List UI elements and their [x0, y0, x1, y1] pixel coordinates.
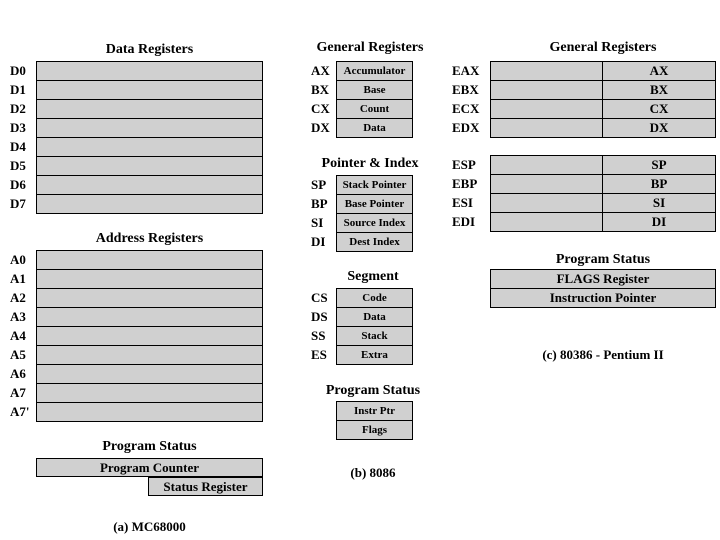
- i8086-status-register: Instr Ptr: [336, 401, 413, 421]
- i8086-general-register: Count: [336, 99, 413, 119]
- mc68000-caption: (a) MC68000: [113, 519, 186, 534]
- i8086-status-register: Flags: [336, 420, 413, 440]
- i80386-general-lower-half: CX: [602, 99, 716, 119]
- i8086-program-status-title: Program Status: [325, 383, 421, 398]
- mc68000-address-label: A4: [10, 328, 26, 343]
- mc68000-data-label: D7: [10, 196, 26, 211]
- i8086-pointer-label: BP: [311, 196, 328, 211]
- i80386-general-upper-half: [490, 80, 603, 100]
- mc68000-address-label: A1: [10, 271, 26, 286]
- mc68000-address-label: A2: [10, 290, 26, 305]
- i80386-pointer-label: EBP: [452, 176, 478, 191]
- mc68000-address-register: [36, 383, 263, 403]
- i8086-general-label: BX: [311, 82, 330, 97]
- mc68000-data-register: [36, 156, 263, 176]
- i8086-general-register: Base: [336, 80, 413, 100]
- mc68000-address-register: [36, 250, 263, 270]
- mc68000-address-register: [36, 326, 263, 346]
- mc68000-address-label: A7': [10, 404, 30, 419]
- mc68000-data-label: D3: [10, 120, 26, 135]
- i80386-general-label: EDX: [452, 120, 480, 135]
- mc68000-data-registers-title: Data Registers: [105, 42, 194, 57]
- mc68000-status-register: Status Register: [148, 477, 263, 496]
- i80386-general-upper-half: [490, 118, 603, 138]
- i80386-pointer-label: EDI: [452, 214, 476, 229]
- i80386-general-label: EAX: [452, 63, 480, 78]
- i80386-status-register: FLAGS Register: [490, 269, 716, 289]
- mc68000-data-register: [36, 175, 263, 195]
- mc68000-address-label: A5: [10, 347, 26, 362]
- mc68000-address-label: A6: [10, 366, 26, 381]
- i8086-general-label: AX: [311, 63, 330, 78]
- i8086-pointer-label: SP: [311, 177, 327, 192]
- i8086-segment-title: Segment: [347, 269, 399, 284]
- i8086-pointer-register: Base Pointer: [336, 194, 413, 214]
- i8086-segment-register: Code: [336, 288, 413, 308]
- mc68000-data-register: [36, 80, 263, 100]
- i8086-segment-label: CS: [311, 290, 328, 305]
- mc68000-address-register: [36, 345, 263, 365]
- i80386-pointer-label: ESP: [452, 157, 476, 172]
- i80386-general-label: EBX: [452, 82, 479, 97]
- i80386-pointer-lower-half: SI: [602, 193, 716, 213]
- mc68000-data-label: D1: [10, 82, 26, 97]
- i8086-pointer-register: Source Index: [336, 213, 413, 233]
- i8086-caption: (b) 8086: [350, 465, 396, 480]
- i8086-general-label: DX: [311, 120, 330, 135]
- mc68000-data-register: [36, 99, 263, 119]
- mc68000-address-label: A0: [10, 252, 26, 267]
- i8086-general-register: Data: [336, 118, 413, 138]
- i80386-general-upper-half: [490, 61, 603, 81]
- i80386-caption: (c) 80386 - Pentium II: [542, 347, 664, 362]
- mc68000-data-label: D4: [10, 139, 26, 154]
- mc68000-address-register: [36, 402, 263, 422]
- i80386-general-lower-half: DX: [602, 118, 716, 138]
- mc68000-data-register: [36, 194, 263, 214]
- i80386-pointer-lower-half: BP: [602, 174, 716, 194]
- mc68000-program-counter-register: Program Counter: [36, 458, 263, 477]
- mc68000-data-register: [36, 118, 263, 138]
- i80386-pointer-upper-half: [490, 155, 603, 175]
- i80386-pointer-upper-half: [490, 212, 603, 232]
- i8086-pointer-index-title: Pointer & Index: [321, 156, 419, 171]
- mc68000-data-label: D2: [10, 101, 26, 116]
- i8086-segment-label: ES: [311, 347, 327, 362]
- i8086-general-register: Accumulator: [336, 61, 413, 81]
- mc68000-address-label: A7: [10, 385, 26, 400]
- mc68000-data-register: [36, 61, 263, 81]
- i80386-pointer-lower-half: DI: [602, 212, 716, 232]
- i80386-status-register: Instruction Pointer: [490, 288, 716, 308]
- i80386-pointer-upper-half: [490, 174, 603, 194]
- mc68000-address-registers-title: Address Registers: [95, 231, 204, 246]
- mc68000-address-register: [36, 269, 263, 289]
- mc68000-data-label: D5: [10, 158, 26, 173]
- i80386-general-registers-title: General Registers: [549, 40, 657, 55]
- i80386-program-status-title: Program Status: [555, 252, 651, 267]
- i8086-general-label: CX: [311, 101, 330, 116]
- i80386-general-upper-half: [490, 99, 603, 119]
- i8086-general-registers-title: General Registers: [316, 40, 424, 55]
- i80386-pointer-label: ESI: [452, 195, 473, 210]
- i80386-general-lower-half: AX: [602, 61, 716, 81]
- i8086-segment-label: DS: [311, 309, 328, 324]
- i8086-segment-register: Data: [336, 307, 413, 327]
- mc68000-address-register: [36, 307, 263, 327]
- i80386-general-lower-half: BX: [602, 80, 716, 100]
- i8086-pointer-register: Stack Pointer: [336, 175, 413, 195]
- i8086-pointer-register: Dest Index: [336, 232, 413, 252]
- i8086-segment-register: Stack: [336, 326, 413, 346]
- mc68000-address-label: A3: [10, 309, 26, 324]
- mc68000-data-register: [36, 137, 263, 157]
- mc68000-data-label: D6: [10, 177, 26, 192]
- i8086-segment-label: SS: [311, 328, 326, 343]
- mc68000-data-label: D0: [10, 63, 26, 78]
- mc68000-address-register: [36, 288, 263, 308]
- i80386-general-label: ECX: [452, 101, 480, 116]
- mc68000-program-status-title: Program Status: [102, 439, 197, 454]
- mc68000-address-register: [36, 364, 263, 384]
- i8086-pointer-label: DI: [311, 234, 326, 249]
- i8086-segment-register: Extra: [336, 345, 413, 365]
- i80386-pointer-lower-half: SP: [602, 155, 716, 175]
- i80386-pointer-upper-half: [490, 193, 603, 213]
- i8086-pointer-label: SI: [311, 215, 324, 230]
